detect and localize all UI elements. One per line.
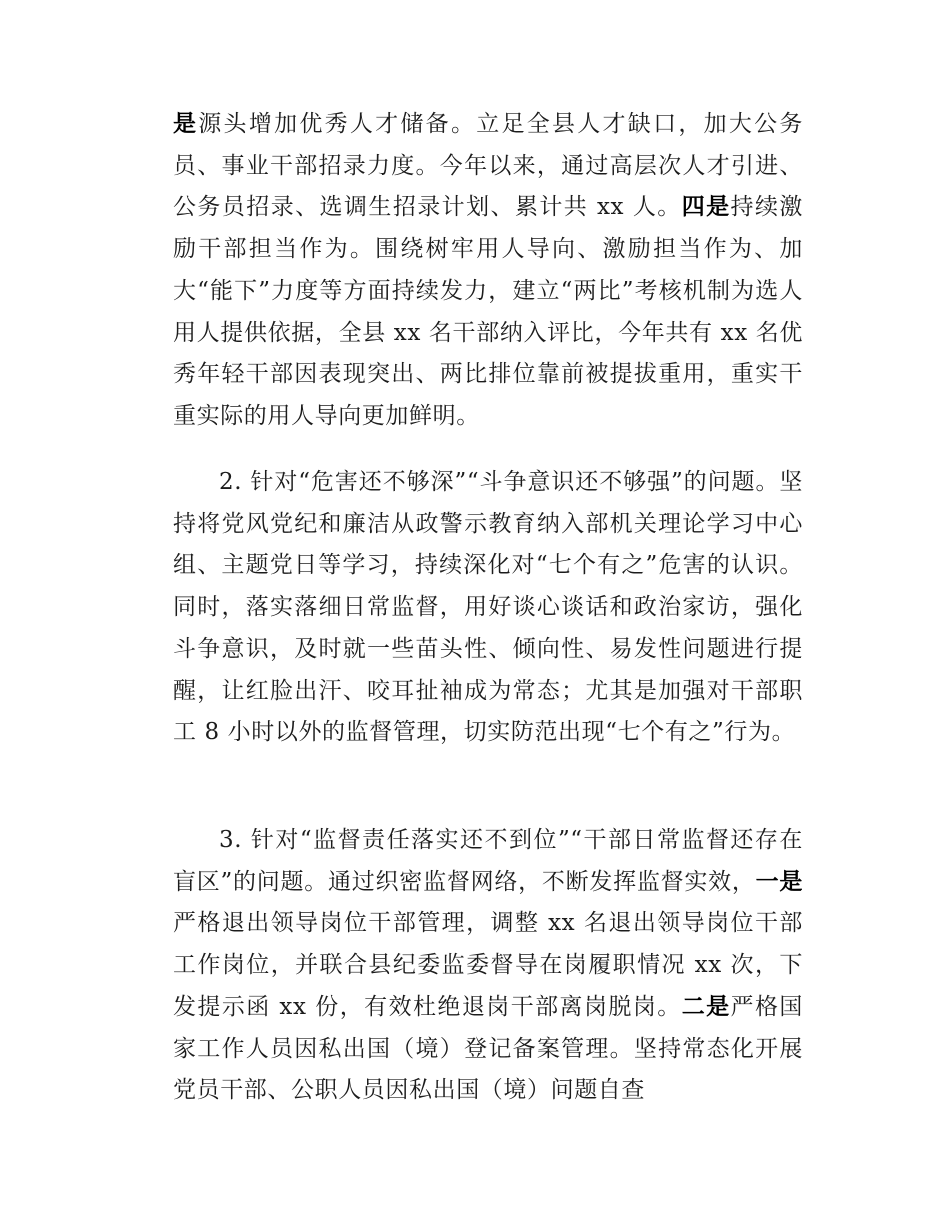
bold-lead-marker: 是 <box>173 111 199 137</box>
paragraph-1 <box>173 104 803 438</box>
paragraph-3-text-a: 3. 针对“监督责任落实还不到位”“干部日常监督还存在盲区”的问题。通过织密监督网络，不断发挥监督实效， <box>173 827 803 895</box>
paragraph-continuation <box>173 104 803 438</box>
bold-item-marker-two: 二是 <box>681 993 731 1020</box>
paragraph-3-block <box>173 820 803 1112</box>
paragraph-3-text-b: 严格退出领导岗位干部管理，调整 xx 名退出领导岗位干部工作岗位，并联合县纪委监委督导在岗履职情况 xx 次，下发提示函 xx 份，有效杜绝退岗干部离岗脱岗。 <box>173 910 803 1020</box>
bold-item-marker-four: 四是 <box>681 194 731 221</box>
paragraph-2: 2. 针对“危害还不够深”“斗争意识还不够强”的问题。坚持将党风党纪和廉洁从政警示教育纳入部机关理论学习中心组、主题党日等学习，持续深化对“七个有之”危害的认识。同时，落实落细日常监督，用好谈心谈话和政治家访，强化斗争意识，及时就一些苗头性、倾向性、易发性问题进行提醒，让红脸出汗、咬耳扯袖成为常态；尤其是加强对干部职工 8 小时以外的监督管理，切实防范出现“七个有之”行为。 <box>173 469 803 746</box>
bold-item-marker-one: 一是 <box>755 868 803 895</box>
paragraph-1-text-a: 源头增加优秀人才储备。立足全县人才缺口，加大公务员、事业干部招录力度。今年以来，通过高层次人才引进、公务员招录、选调生招录计划、累计共 xx 人。 <box>173 111 803 221</box>
paragraph-1-text-b: 持续激励干部担当作为。围绕树牢用人导向、激励担当作为、加大“能下”力度等方面持续发力，建立“两比”考核机制为选人用人提供依据，全县 xx 名干部纳入评比，今年共有 xx 名优秀年轻干部因表现突出、两比排位靠前被提拔重用，重实干重实际的用人导向更加鲜明。 <box>173 194 803 429</box>
paragraph-3-text-c: 严格国家工作人员因私出国（境）登记备案管理。坚持常态化开展党员干部、公职人员因私出国（境）问题自查 <box>173 993 803 1104</box>
paragraph-3 <box>173 820 803 1112</box>
paragraph-2-block <box>173 462 803 754</box>
